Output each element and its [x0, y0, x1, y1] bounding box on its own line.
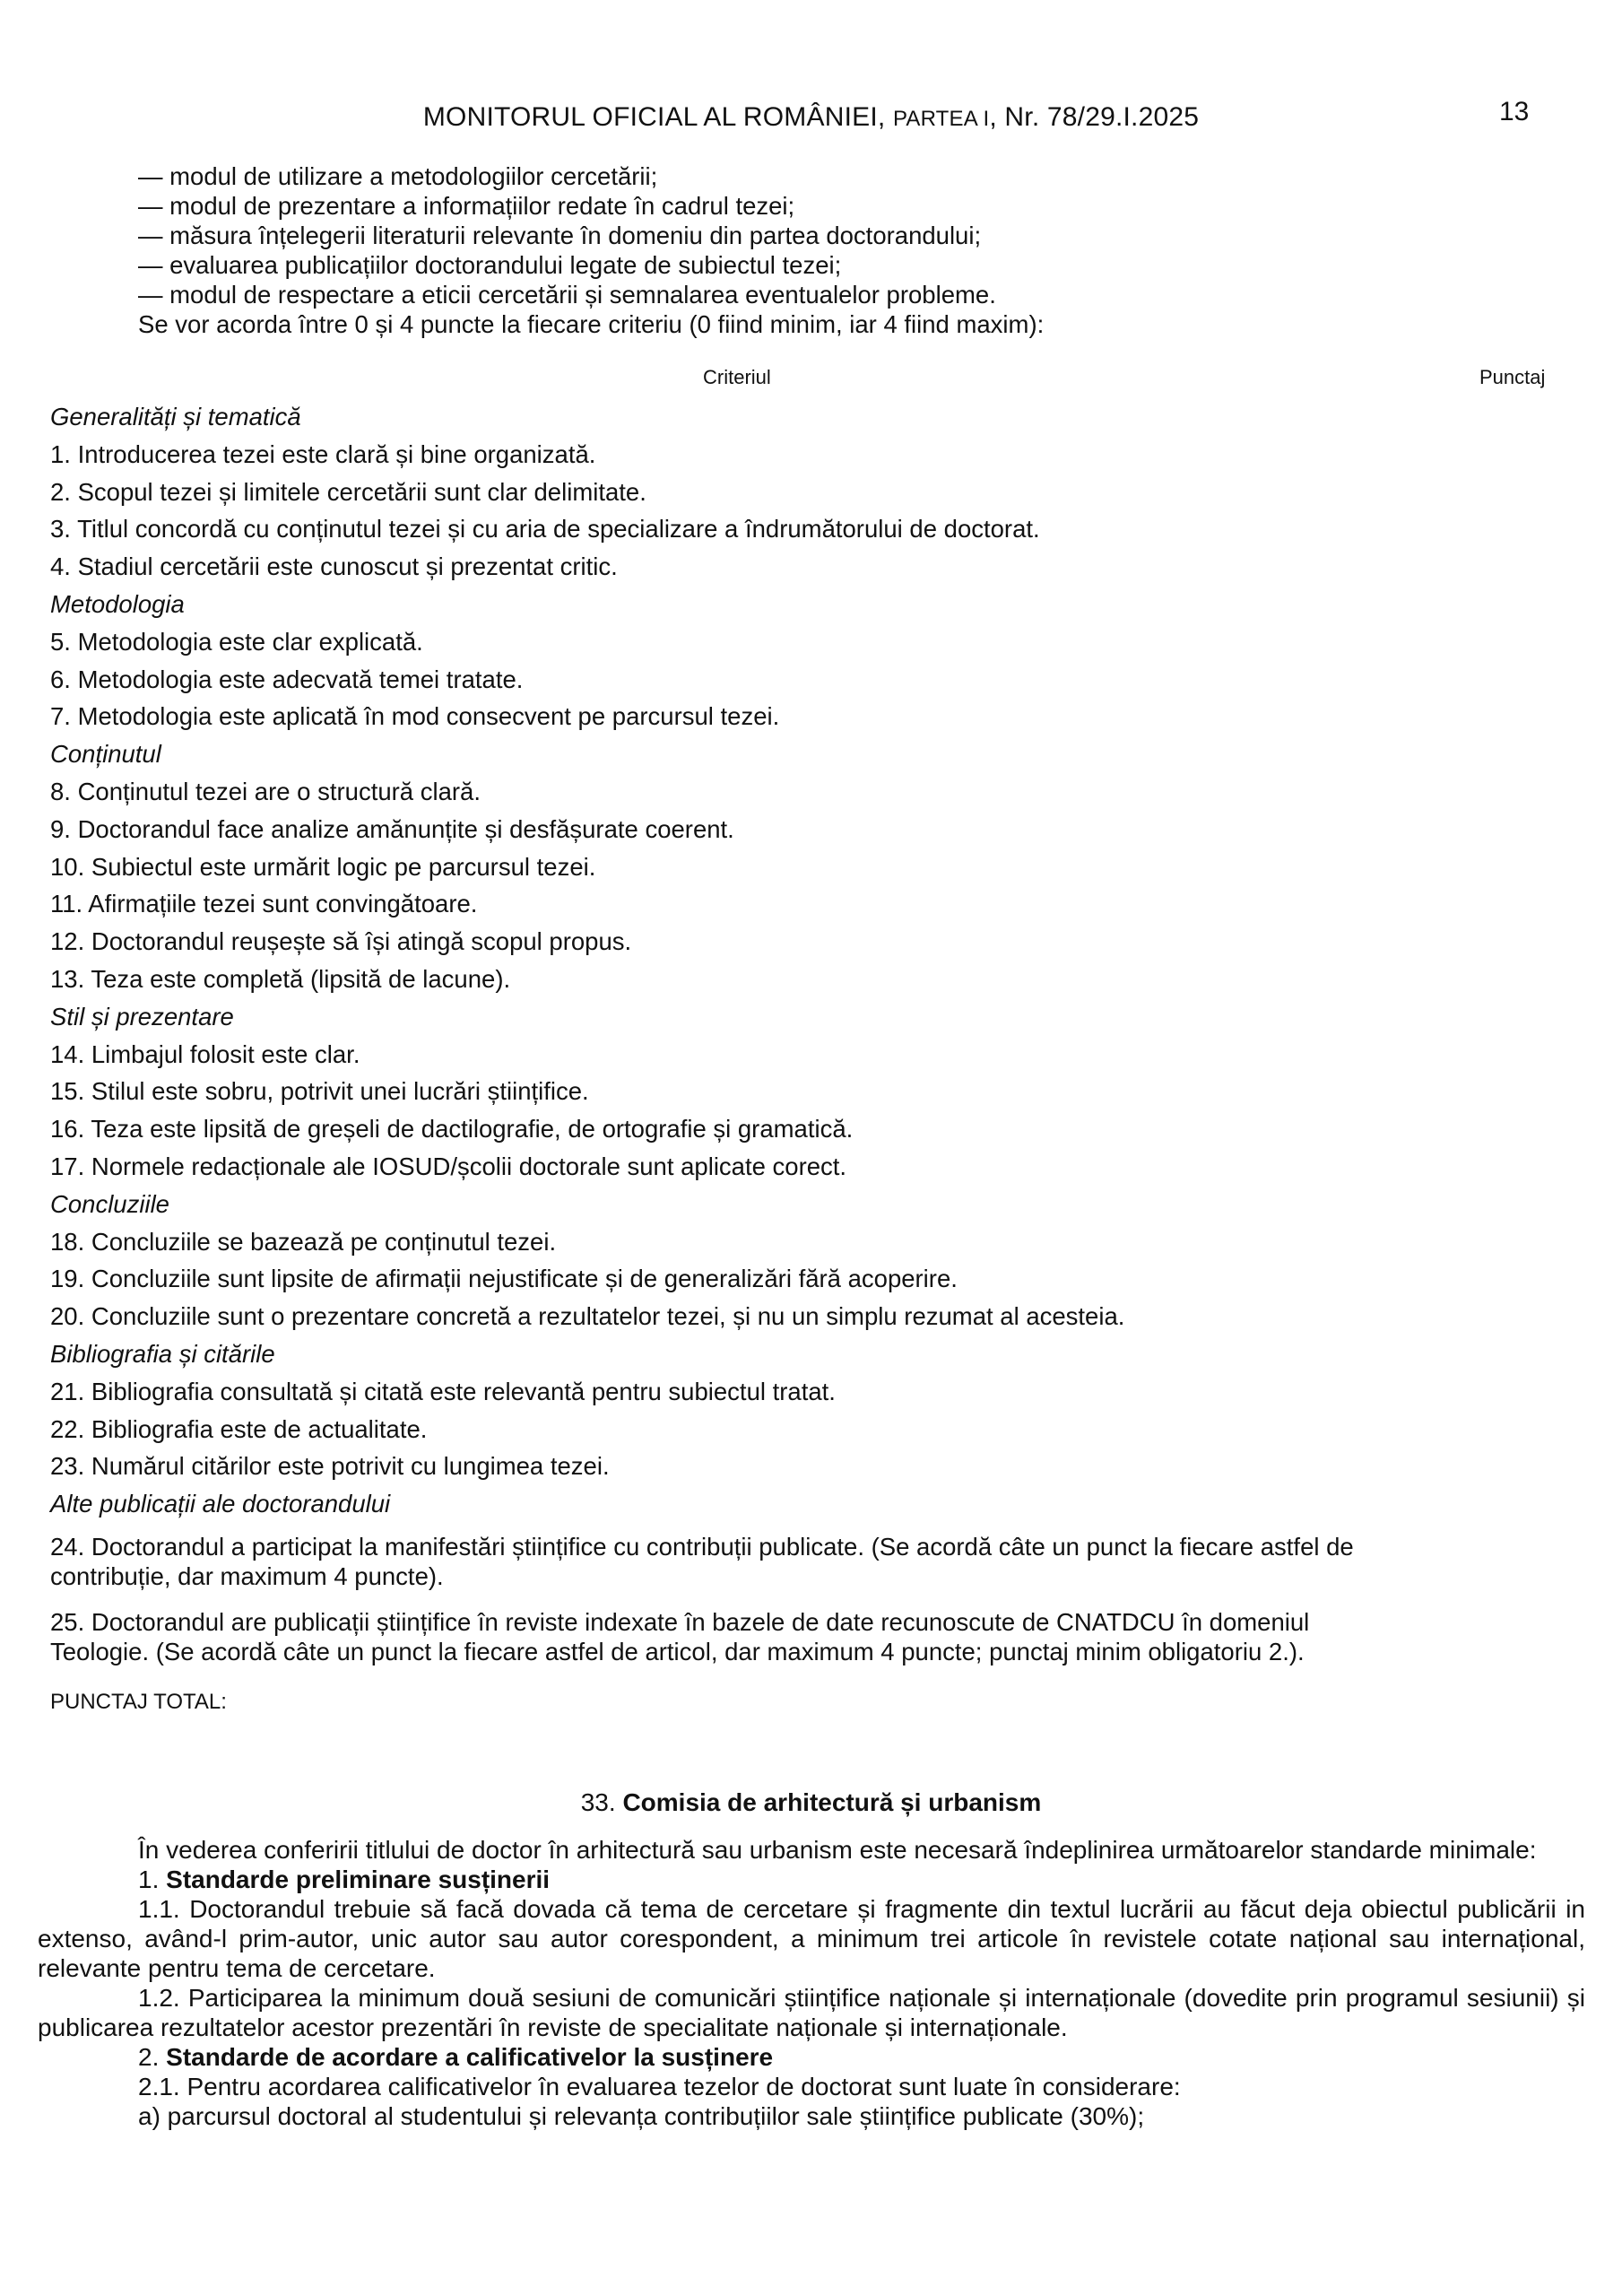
criterion-row: 23. Numărul citărilor este potrivit cu lungimea tezei. [50, 1452, 610, 1481]
criterion-row: 14. Limbajul folosit este clar. [50, 1039, 360, 1068]
total-score-label: PUNCTAJ TOTAL: [50, 1689, 227, 1714]
intro-list [138, 161, 1573, 339]
section-heading: Concluziile [50, 1189, 169, 1218]
criterion-row: 3. Titlul concordă cu conținutul tezei și cu aria de specializare a îndrumătorului de doctorat. [50, 515, 1040, 544]
intro-line: — modul de respectare a eticii cercetării și semnalarea eventualelor probleme. [138, 281, 996, 309]
paragraph-2-1: 2.1. Pentru acordarea calificativelor în evaluarea tezelor de doctorat sunt luate în considerare: [138, 2073, 1181, 2100]
intro-line: — modul de utilizare a metodologiilor cercetării; [138, 162, 658, 190]
criterion-row: 9. Doctorandul face analize amănunțite și desfășurate coerent. [50, 814, 734, 843]
section-number: 33. [580, 1788, 616, 1816]
intro-line: — evaluarea publicațiilor doctorandului legate de subiectul tezei; [138, 251, 842, 279]
criterion-row: 21. Bibliografia consultată și citată este relevantă pentru subiectul tratat. [50, 1377, 836, 1405]
criterion-row: 5. Metodologia este clar explicată. [50, 627, 423, 656]
section-body [38, 1835, 1585, 2131]
criterion-row: 20. Concluziile sunt o prezentare concretă a rezultatelor tezei, și nu un simplu rezumat al acesteia. [50, 1302, 1125, 1331]
subheading-number: 2. [138, 2043, 160, 2071]
criteria-table [50, 398, 1395, 1715]
criterion-row: 4. Stadiul cercetării este cunoscut și prezentat critic. [50, 552, 618, 581]
subheading-title: Standarde de acordare a calificativelor la susținere [166, 2043, 774, 2071]
header-part: PARTEA I [892, 107, 990, 131]
intro-line: Se vor acorda între 0 și 4 puncte la fiecare criteriu (0 fiind minim, iar 4 fiind maxim): [138, 310, 1045, 338]
criterion-row: 2. Scopul tezei și limitele cercetării sunt clar delimitate. [50, 477, 646, 506]
section-heading: Bibliografia și citările [50, 1339, 275, 1368]
section-heading: Metodologia [50, 589, 185, 618]
section-heading: Conținutul [50, 740, 161, 769]
criterion-row: 15. Stilul este sobru, potrivit unei lucrări științifice. [50, 1077, 589, 1106]
criterion-row: 16. Teza este lipsită de greșeli de dactilografie, de ortografie și gramatică. [50, 1115, 854, 1144]
criterion-row: 10. Subiectul este urmărit logic pe parcursul tezei. [50, 852, 596, 881]
intro-line: — modul de prezentare a informațiilor redate în cadrul tezei; [138, 192, 795, 220]
header-title: MONITORUL OFICIAL AL ROMÂNIEI, [422, 102, 893, 132]
criterion-row: 25. Doctorandul are publicații științifice în reviste indexate în bazele de date recunoscute de CNATDCU în domeniul Teologie. (Se acordă câte un punct la fiecare astfel de articol, dar maximum 4 puncte; punctaj minim obligatoriu 2.). [50, 1607, 1310, 1665]
subheading-2 [38, 2042, 1585, 2072]
column-header-criteriu: Criteriul [703, 366, 771, 388]
section-heading: Generalități și tematică [50, 403, 301, 430]
paragraph-1-1: 1.1. Doctorandul trebuie să facă dovada că tema de cercetare și fragmente din textul lucrării au făcut deja obiectul publicării in extenso, având-l prim-autor, unic autor sau autor corespondent, a minimum trei articole în revistele cotate național sau internațional, relevante pentru tema de cercetare. [38, 1895, 1585, 1982]
criterion-row: 6. Metodologia este adecvată temei tratate. [50, 665, 524, 693]
column-header-punctaj: Punctaj [1479, 366, 1546, 388]
page-header [0, 102, 1622, 133]
criterion-row: 22. Bibliografia este de actualitate. [50, 1414, 428, 1443]
criterion-row: 13. Teza este completă (lipsită de lacune). [50, 964, 511, 993]
criterion-row: 17. Normele redacționale ale IOSUD/școlii doctorale sunt aplicate corect. [50, 1152, 847, 1180]
subheading-1 [38, 1865, 1585, 1894]
intro-line: — măsura înțelegerii literaturii relevante în domeniu din partea doctorandului; [138, 222, 982, 249]
paragraph-intro: În vederea conferirii titlului de doctor în arhitectură sau urbanism este necesară îndeplinirea următoarelor standarde minimale: [138, 1836, 1537, 1864]
subheading-number: 1. [138, 1866, 160, 1893]
section-heading: Stil și prezentare [50, 1002, 234, 1031]
criterion-row: 7. Metodologia este aplicată în mod consecvent pe parcursul tezei. [50, 702, 780, 731]
criterion-row: 19. Concluziile sunt lipsite de afirmații nejustificate și de generalizări fără acoperire. [50, 1265, 958, 1293]
criterion-row: 18. Concluziile se bazează pe conținutul tezei. [50, 1227, 557, 1256]
subheading-title: Standarde preliminare susținerii [166, 1866, 551, 1893]
criterion-row: 8. Conținutul tezei are o structură clară. [50, 777, 481, 805]
header-issue: , Nr. 78/29.I.2025 [989, 102, 1200, 132]
criterion-row: 11. Afirmațiile tezei sunt convingătoare. [50, 890, 478, 918]
criterion-row: 1. Introducerea tezei este clară și bine organizată. [50, 439, 596, 468]
section-title-text: Comisia de arhitectură și urbanism [622, 1788, 1042, 1816]
paragraph-a: a) parcursul doctoral al studentului și relevanța contribuțiilor sale științifice publicate (30%); [138, 2102, 1145, 2130]
criterion-row: 24. Doctorandul a participat la manifestări științifice cu contribuții publicate. (Se acordă câte un punct la fiecare astfel de contribuție, dar maximum 4 puncte). [50, 1532, 1354, 1590]
page-number: 13 [1499, 97, 1530, 126]
section-title [0, 1788, 1622, 1817]
section-heading: Alte publicații ale doctorandului [50, 1490, 391, 1518]
paragraph-1-2: 1.2. Participarea la minimum două sesiuni de comunicări științifice naționale și internaționale (dovedite prin programul sesiunii) și publicarea rezultatelor acestor prezentări în reviste de specialitate naționale și internaționale. [38, 1984, 1585, 2041]
criterion-row: 12. Doctorandul reușește să își atingă scopul propus. [50, 927, 632, 956]
